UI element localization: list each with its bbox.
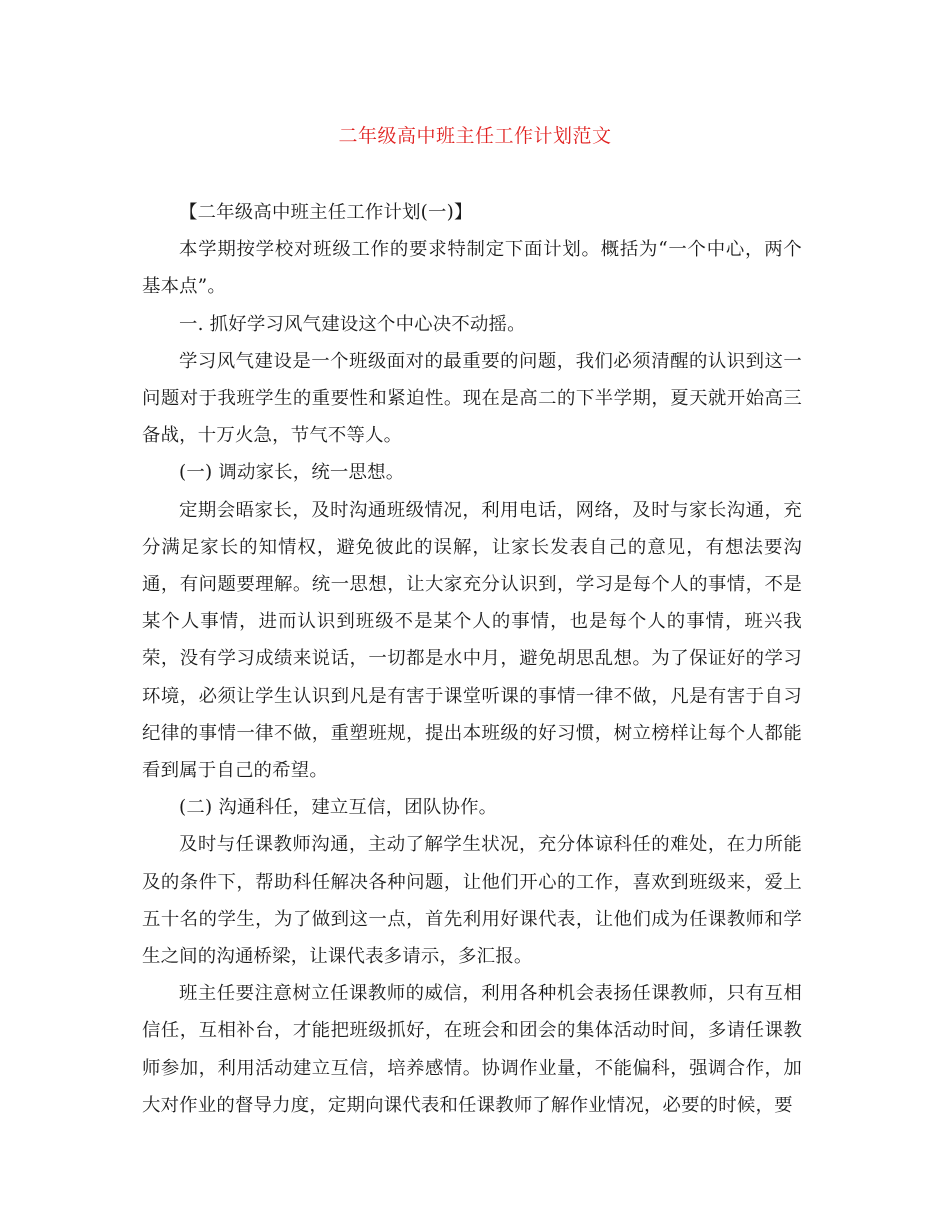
heading-part-one: 一. 抓好学习风气建设这个中心决不动摇。 — [179, 313, 526, 335]
subheading-teachers: (二) 沟通科任，建立互信，团队协作。 — [179, 797, 498, 819]
paragraph-intro: 本学期按学校对班级工作的要求特制定下面计划。概括为“一个中心，两个基本点”。 — [142, 239, 802, 298]
section-heading: 【二年级高中班主任工作计划(一)】 — [179, 202, 473, 223]
paragraph-teachers: 及时与任课教师沟通，主动了解学生状况，充分体谅科任的难处，在力所能及的条件下，帮助科任解决各种问题，让他们开心的工作，喜欢到班级来，爱上五十名的学生，为了做到这一点，首先利用好课代表，让他们成为任课教师和学生之间的沟通桥梁，让课代表多请示，多汇报。 — [142, 834, 802, 968]
paragraph-parents: 定期会晤家长，及时沟通班级情况，利用电话，网络，及时与家长沟通，充分满足家长的知情权，避免彼此的误解，让家长发表自己的意见，有想法要沟通，有问题要理解。统一思想，让大家充分认识到，学习是每个人的事情，不是某个人事情，进而认识到班级不是某个人的事情，也是每个人的事情，班兴我荣，没有学习成绩来说话，一切都是水中月，避免胡思乱想。为了保证好的学习环境，必须让学生认识到凡是有害于课堂听课的事情一律不做，凡是有害于自习纪律的事情一律不做，重塑班规，提出本班级的好习惯，树立榜样让每个人都能看到属于自己的希望。 — [142, 499, 802, 782]
document-body — [142, 194, 802, 1124]
document-title: 二年级高中班主任工作计划范文 — [338, 125, 612, 147]
subheading-parents: (一) 调动家长，统一思想。 — [179, 462, 405, 484]
paragraph-teacher-authority: 班主任要注意树立任课教师的威信，利用各种机会表扬任课教师，只有互相信任，互相补台，才能把班级抓好，在班会和团会的集体活动时间，多请任课教师参加，利用活动建立互信，培养感情。协调作业量，不能偏科，强调合作，加大对作业的督导力度，定期向课代表和任课教师了解作业情况，必要的时候，要 — [142, 983, 802, 1116]
paragraph-study-atmosphere: 学习风气建设是一个班级面对的最重要的问题，我们必须清醒的认识到这一问题对于我班学生的重要性和紧迫性。现在是高二的下半学期，夏天就开始高三备战，十万火急，节气不等人。 — [142, 350, 802, 447]
